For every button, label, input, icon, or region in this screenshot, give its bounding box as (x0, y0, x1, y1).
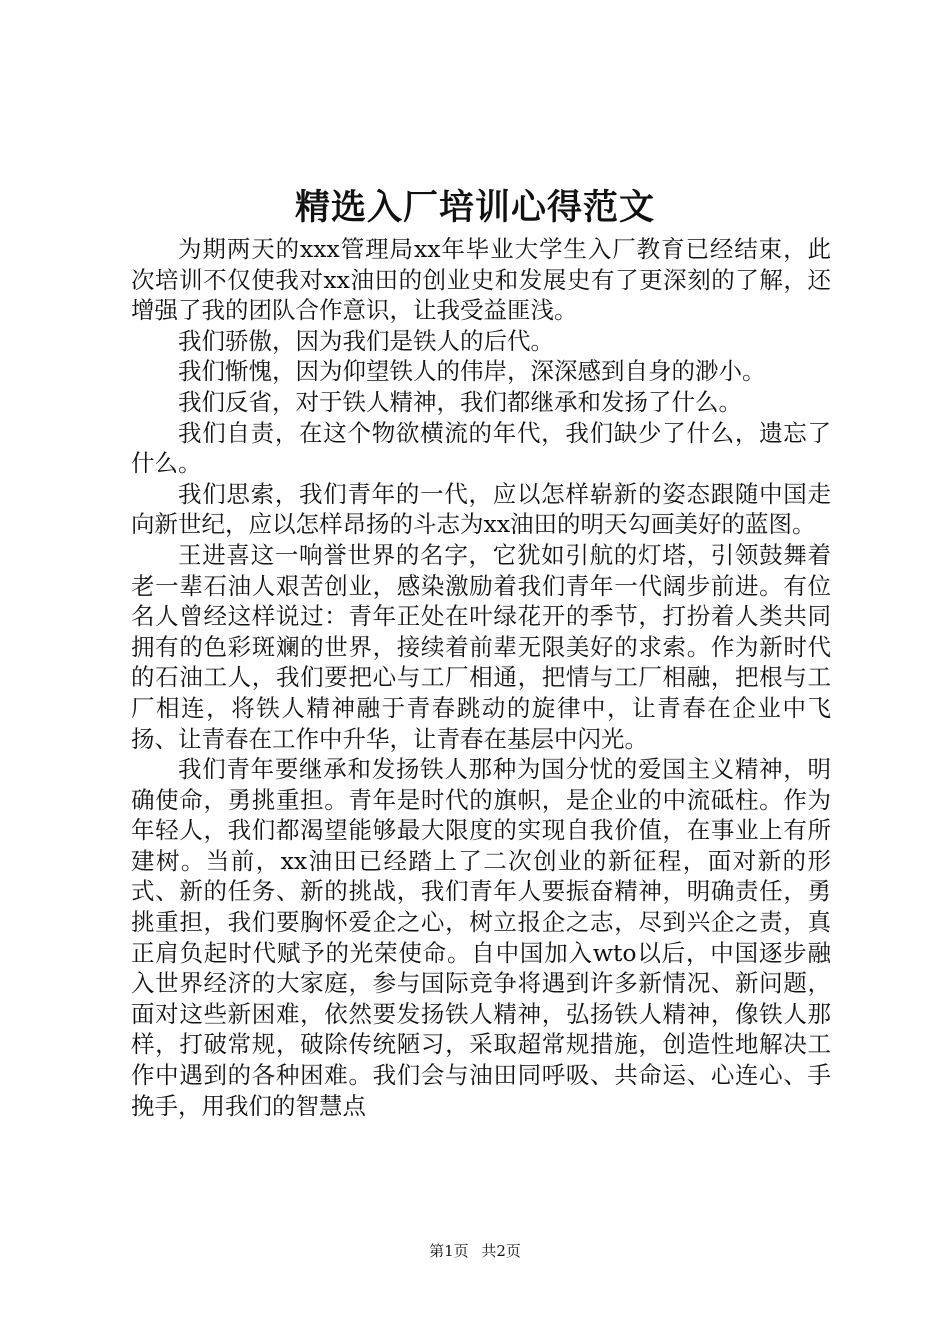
document-title: 精选入厂培训心得范文 (294, 187, 655, 228)
paragraph-3: 我们惭愧，因为仰望铁人的伟岸，深深感到自身的渺小。 (178, 357, 766, 386)
paragraph-4: 我们反省，对于铁人精神，我们都继承和发扬了什么。 (178, 387, 742, 416)
paragraph-7: 王进喜这一响誉世界的名字，它犹如引航的灯塔，引领鼓舞着老一辈石油人艰苦创业，感染激励着我们青年一代阔步前进。有位名人曾经这样说过：青年正处在叶绿花开的季节，打扮着人类共同拥有的色彩斑斓的世界，接续着前辈无限美好的求索。作为新时代的石油工人，我们要把心与工厂相通，把情与工厂相融，把根与工厂相连，将铁人精神融于青春跳动的旋律中，让青春在企业中飞扬、让青春在工作中升华，让青春在基层中闪光。 (131, 540, 831, 753)
paragraph-1: 为期两天的xxx管理局xx年毕业大学生入厂教育已经结束，此次培训不仅使我对xx油田的创业史和发展史有了更深刻的了解，还增强了我的团队合作意识，让我受益匪浅。 (131, 235, 831, 325)
paragraph-5: 我们自责，在这个物欲横流的年代，我们缺少了什么，遗忘了什么。 (131, 418, 831, 478)
paragraph-2: 我们骄傲，因为我们是铁人的后代。 (178, 326, 554, 355)
page-footer (0, 1241, 950, 1261)
page-number: 第1页 (429, 1242, 469, 1260)
document-body (131, 234, 831, 1121)
page-total: 共2页 (481, 1242, 521, 1260)
paragraph-8: 我们青年要继承和发扬铁人那种为国分忧的爱国主义精神，明确使命，勇挑重担。青年是时代的旗帜，是企业的中流砥柱。作为年轻人，我们都渴望能够最大限度的实现自我价值，在事业上有所建树。当前，xx油田已经踏上了二次创业的新征程，面对新的形式、新的任务、新的挑战，我们青年人要振奋精神，明确责任，勇挑重担，我们要胸怀爱企之心，树立报企之志，尽到兴企之责，真正肩负起时代赋予的光荣使命。自中国加入wto以后，中国逐步融入世界经济的大家庭，参与国际竞争将遇到许多新情况、新问题，面对这些新困难，依然要发扬铁人精神，弘扬铁人精神，像铁人那样，打破常规，破除传统陋习，采取超常规措施，创造性地解决工作中遇到的各种困难。我们会与油田同呼吸、共命运、心连心、手挽手，用我们的智慧点 (131, 755, 831, 1120)
paragraph-6: 我们思索，我们青年的一代，应以怎样崭新的姿态跟随中国走向新世纪，应以怎样昂扬的斗志为xx油田的明天勾画美好的蓝图。 (131, 479, 831, 539)
